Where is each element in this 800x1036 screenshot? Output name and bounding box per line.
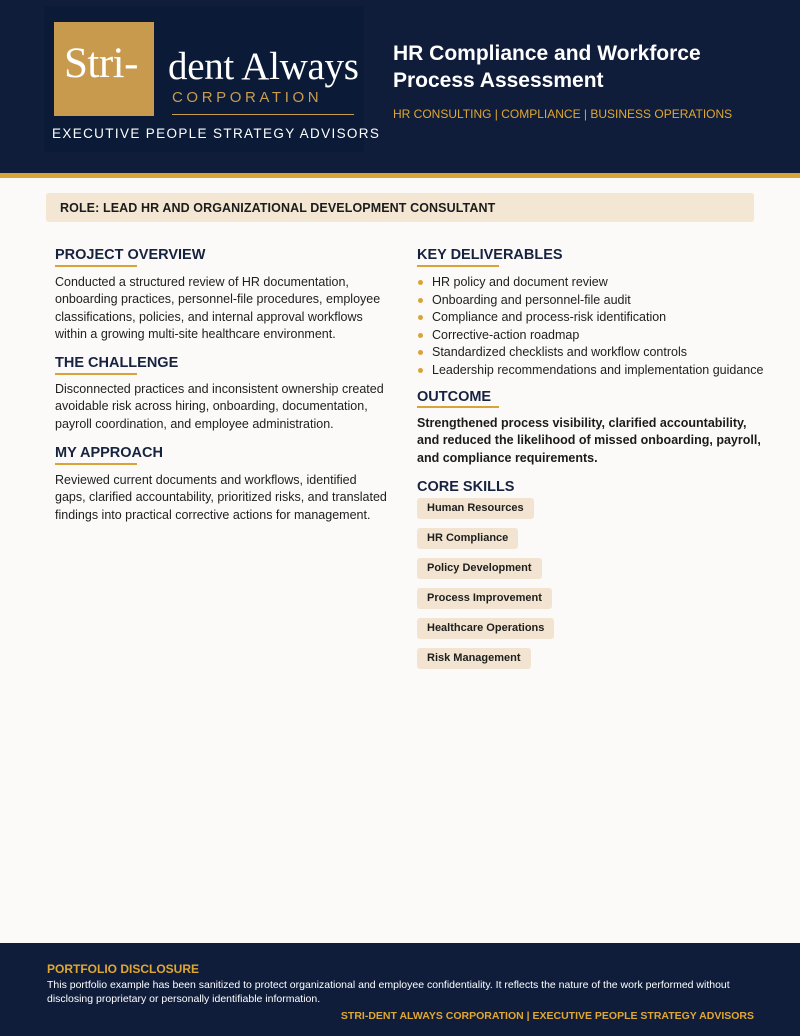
category-tags: HR CONSULTING | COMPLIANCE | BUSINESS OPERATIONS xyxy=(393,107,733,121)
logo-divider xyxy=(172,114,354,115)
skill-chip: Human Resources xyxy=(417,498,534,519)
logo-box-text: Stri- xyxy=(64,40,138,87)
role-banner xyxy=(46,193,754,222)
deliverables-list xyxy=(417,274,763,380)
document-title: HR Compliance and Workforce Process Assessment xyxy=(393,42,701,92)
challenge-heading: THE CHALLENGE xyxy=(55,355,179,371)
deliverables-heading: KEY DELIVERABLES xyxy=(417,247,563,263)
heading-underline xyxy=(55,463,137,465)
skill-chip: Healthcare Operations xyxy=(417,618,554,639)
list-item: Corrective-action roadmap xyxy=(417,327,763,345)
company-logo xyxy=(44,6,381,152)
logo-name: dent Always xyxy=(168,45,359,88)
list-item: Compliance and process-risk identification xyxy=(417,309,763,327)
logo-corporation: CORPORATION xyxy=(172,89,323,106)
challenge-text: Disconnected practices and inconsistent ownership created avoidable risk across hiring, onboarding, documentation, payroll coordination, and employee administration. xyxy=(55,382,384,431)
list-item: Onboarding and personnel-file audit xyxy=(417,292,763,310)
outcome-heading: OUTCOME xyxy=(417,389,492,405)
approach-text: Reviewed current documents and workflows, identified gaps, clarified accountability, prioritized risks, and translated findings into practical corrective actions for management. xyxy=(55,473,387,522)
disclosure-text: This portfolio example has been sanitized to protect organizational and employee confidentiality. It reflects the nature of the work performed without disclosing proprietary or personally identifiable information. xyxy=(47,979,730,1005)
skill-chip: Policy Development xyxy=(417,558,542,579)
role-text: ROLE: LEAD HR AND ORGANIZATIONAL DEVELOPMENT CONSULTANT xyxy=(60,201,496,215)
approach-heading: MY APPROACH xyxy=(55,445,163,461)
project-overview-heading: PROJECT OVERVIEW xyxy=(55,247,206,263)
heading-underline xyxy=(55,265,137,267)
list-item: HR policy and document review xyxy=(417,274,763,292)
core-skills-heading: CORE SKILLS xyxy=(417,479,515,495)
outcome-text: Strengthened process visibility, clarified accountability, and reduced the likelihood of missed onboarding, payroll, and compliance requirements. xyxy=(417,416,761,465)
list-item: Leadership recommendations and implementation guidance xyxy=(417,362,763,380)
project-overview-text: Conducted a structured review of HR documentation, onboarding practices, personnel-file procedures, employee classifications, policies, and internal approval workflows within a growing multi-site healthcare environment. xyxy=(55,275,381,341)
footer-brand: STRI-DENT ALWAYS CORPORATION | EXECUTIVE PEOPLE STRATEGY ADVISORS xyxy=(340,1010,754,1022)
list-item: Standardized checklists and workflow controls xyxy=(417,344,763,362)
header-gold-rule xyxy=(0,173,800,178)
skill-chip: HR Compliance xyxy=(417,528,518,549)
logo-tagline: EXECUTIVE PEOPLE STRATEGY ADVISORS xyxy=(52,126,381,141)
heading-underline xyxy=(417,265,499,267)
heading-underline xyxy=(55,373,137,375)
skill-chip: Process Improvement xyxy=(417,588,552,609)
skill-chip: Risk Management xyxy=(417,648,531,669)
logo-gold-box xyxy=(54,22,154,116)
disclosure-heading: PORTFOLIO DISCLOSURE xyxy=(47,962,200,976)
heading-underline xyxy=(417,406,499,408)
